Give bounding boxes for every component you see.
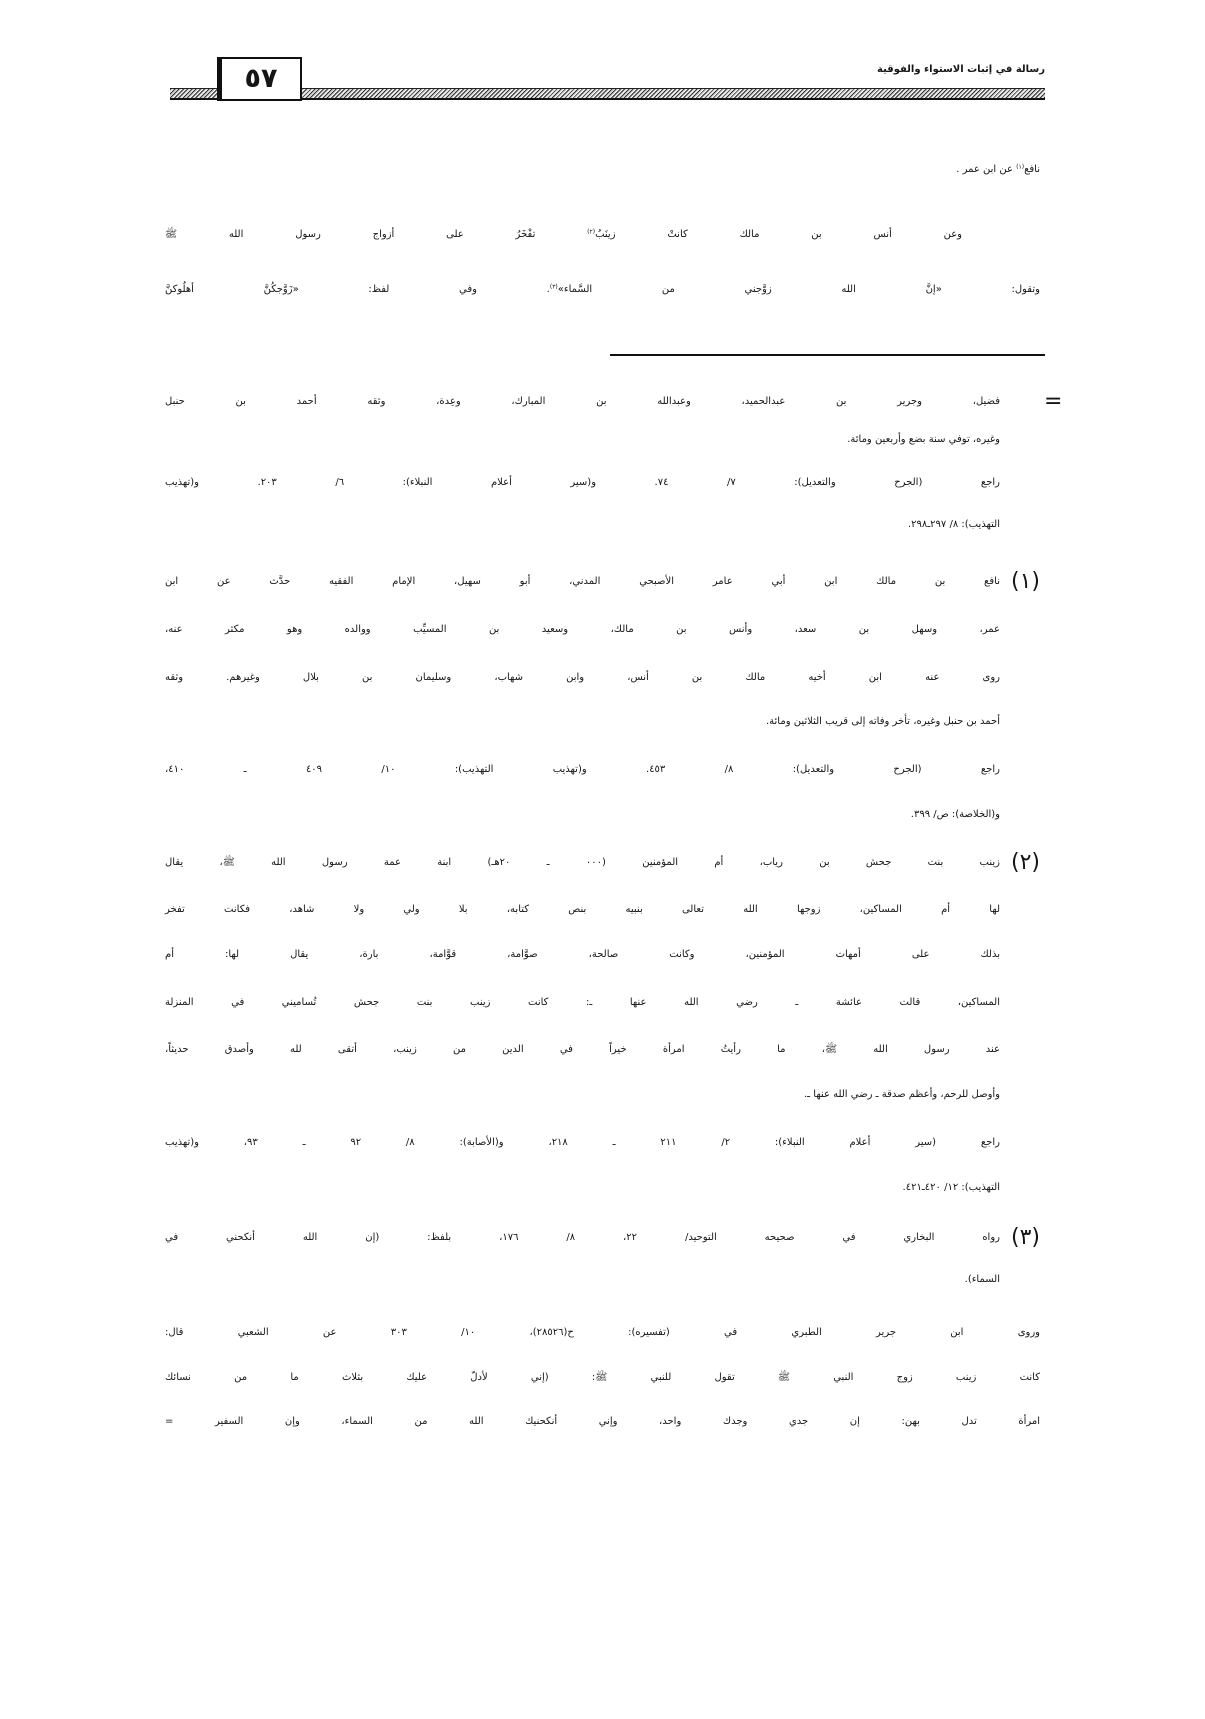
footnote-line: أحمد بن حنبل وغيره، تأخر وفاته إلى قريب الثلاثين ومائة. — [765, 716, 1000, 727]
footnote-line: رواه البخاري في صحيحه التوحيد/ ٢٢، ٨/ ١٧٦، بلفظ: (إن الله أنكحني في — [165, 1232, 1000, 1243]
footnote-line: بذلك على أمهات المؤمنين، وكانت صالحة، صوَّامة، قوَّامة، بارة، يقال لها: أم — [165, 949, 1000, 960]
footnote-line: امرأة تدل بهن: إن جدي وجدك واحد، وإني أنكحنيك الله من السماء، وإن السفير = — [165, 1416, 1040, 1427]
footnote-line: السماء). — [964, 1274, 1000, 1285]
main-text-line — [165, 145, 1040, 195]
footnote-continuation-marker: = — [1044, 389, 1063, 414]
footnote-separator — [610, 354, 1045, 356]
footnote-line: نافع بن مالك ابن أبي عامر الأصبحي المدني، أبو سهيل، الإمام الفقيه حدَّث عن ابن — [165, 576, 1000, 587]
footnote-marker: (٢) — [1010, 850, 1040, 875]
main-text-segment: . وفي لفظ: «زَوَّجكُنَّ أهلُوكنَّ — [165, 284, 550, 295]
footnote-line: روى عنه ابن أخيه مالك بن أنس، وابن شهاب، وسليمان بن بلال وغيرهم. وثقه — [165, 672, 1000, 683]
main-text-segment: عن ابن عمر . — [956, 164, 1017, 175]
running-header-title: رسالة في إثبات الاستواء والفوقية — [877, 64, 1045, 75]
footnote-line: المساكين، قالت عائشة ـ رضي الله عنها ـ: كانت زينب بنت جحش تُساميني في المنزلة — [165, 997, 1000, 1008]
footnote-line: وغيره، توفي سنة بضع وأربعين ومائة. — [847, 434, 1000, 445]
page-number: ٥٧ — [244, 63, 278, 94]
footnote-line: كانت زينب زوج النبي ﷺ تقول للنبي ﷺ: (إني لأدلّ عليك بثلاث ما من نسائك — [165, 1372, 1040, 1383]
footnote-marker: (١) — [1010, 569, 1040, 594]
footnote-line: لها أم المساكين، زوجها الله تعالى بنبيه بنص كتابه، بلا ولي ولا شاهد، فكانت تفخر — [165, 904, 1000, 915]
main-text-segment: تفْخَرُ على أزواج رسول الله ﷺ — [165, 229, 588, 240]
main-text-line — [165, 265, 1040, 315]
footnote-ref: (٣) — [549, 283, 558, 291]
main-text-segment: نافع — [1024, 164, 1040, 175]
main-text-segment: وعن أنس بن مالك كانتْ زينَبُ — [595, 229, 962, 240]
main-text-segment: وتقول: «إنَّ الله زوَّجني من السَّماء» — [557, 284, 1040, 295]
footnote-line: راجع (الجرح والتعديل): ٧/ ٧٤. و(سير أعلام النبلاء): ٦/ ٢٠٣. و(تهذيب — [165, 477, 1000, 488]
footnote-line: راجع (سير أعلام النبلاء): ٢/ ٢١١ ـ ٢١٨، و(الأصابة): ٨/ ٩٢ ـ ٩٣، و(تهذيب — [165, 1137, 1000, 1148]
footnote-line: التهذيب): ١٢/ ٤٢٠ـ٤٢١. — [902, 1182, 1000, 1193]
footnote-line: راجع (الجرح والتعديل): ٨/ ٤٥٣. و(تهذيب التهذيب): ١٠/ ٤٠٩ ـ ٤١٠، — [165, 764, 1000, 775]
footnote-ref: (١) — [1016, 163, 1025, 171]
footnote-line: زينب بنت جحش بن رياب، أم المؤمنين (٠٠٠ ـ ٢٠هـ) ابنة عمة رسول الله ﷺ، يقال — [165, 857, 1000, 868]
footnote-line: وأوصل للرحم، وأعظم صدقة ـ رضي الله عنها ـ. — [803, 1089, 1000, 1100]
footnote-marker: (٣) — [1010, 1225, 1040, 1250]
footnote-line: التهذيب): ٨/ ٢٩٧ـ٢٩٨. — [907, 519, 1000, 530]
footnote-line: و(الخلاصة): ص/ ٣٩٩. — [910, 809, 1000, 820]
page-number-box — [217, 57, 302, 101]
footnote-ref: (٢) — [587, 228, 596, 236]
footnote-line: فضيل، وجرير بن عبدالحميد، وعبدالله بن المبارك، وعِدة، وثقه أحمد بن حنبل — [165, 396, 1000, 407]
footnote-line: وروى ابن جرير الطبري في (تفسيره): ح(٢٨٥٢٦)، ١٠/ ٣٠٣ عن الشعبي قال: — [165, 1327, 1041, 1338]
footnote-line: عمر، وسهل بن سعد، وأنس بن مالك، وسعيد بن المسيِّب ووالده وهو مكثر عنه، — [165, 624, 1000, 635]
footnote-line: عند رسول الله ﷺ، ما رأيتُ امرأة خيراً في الدين من زينب، أتقى لله وأصدق حديثاً، — [165, 1044, 1000, 1055]
main-text-line — [165, 210, 962, 260]
